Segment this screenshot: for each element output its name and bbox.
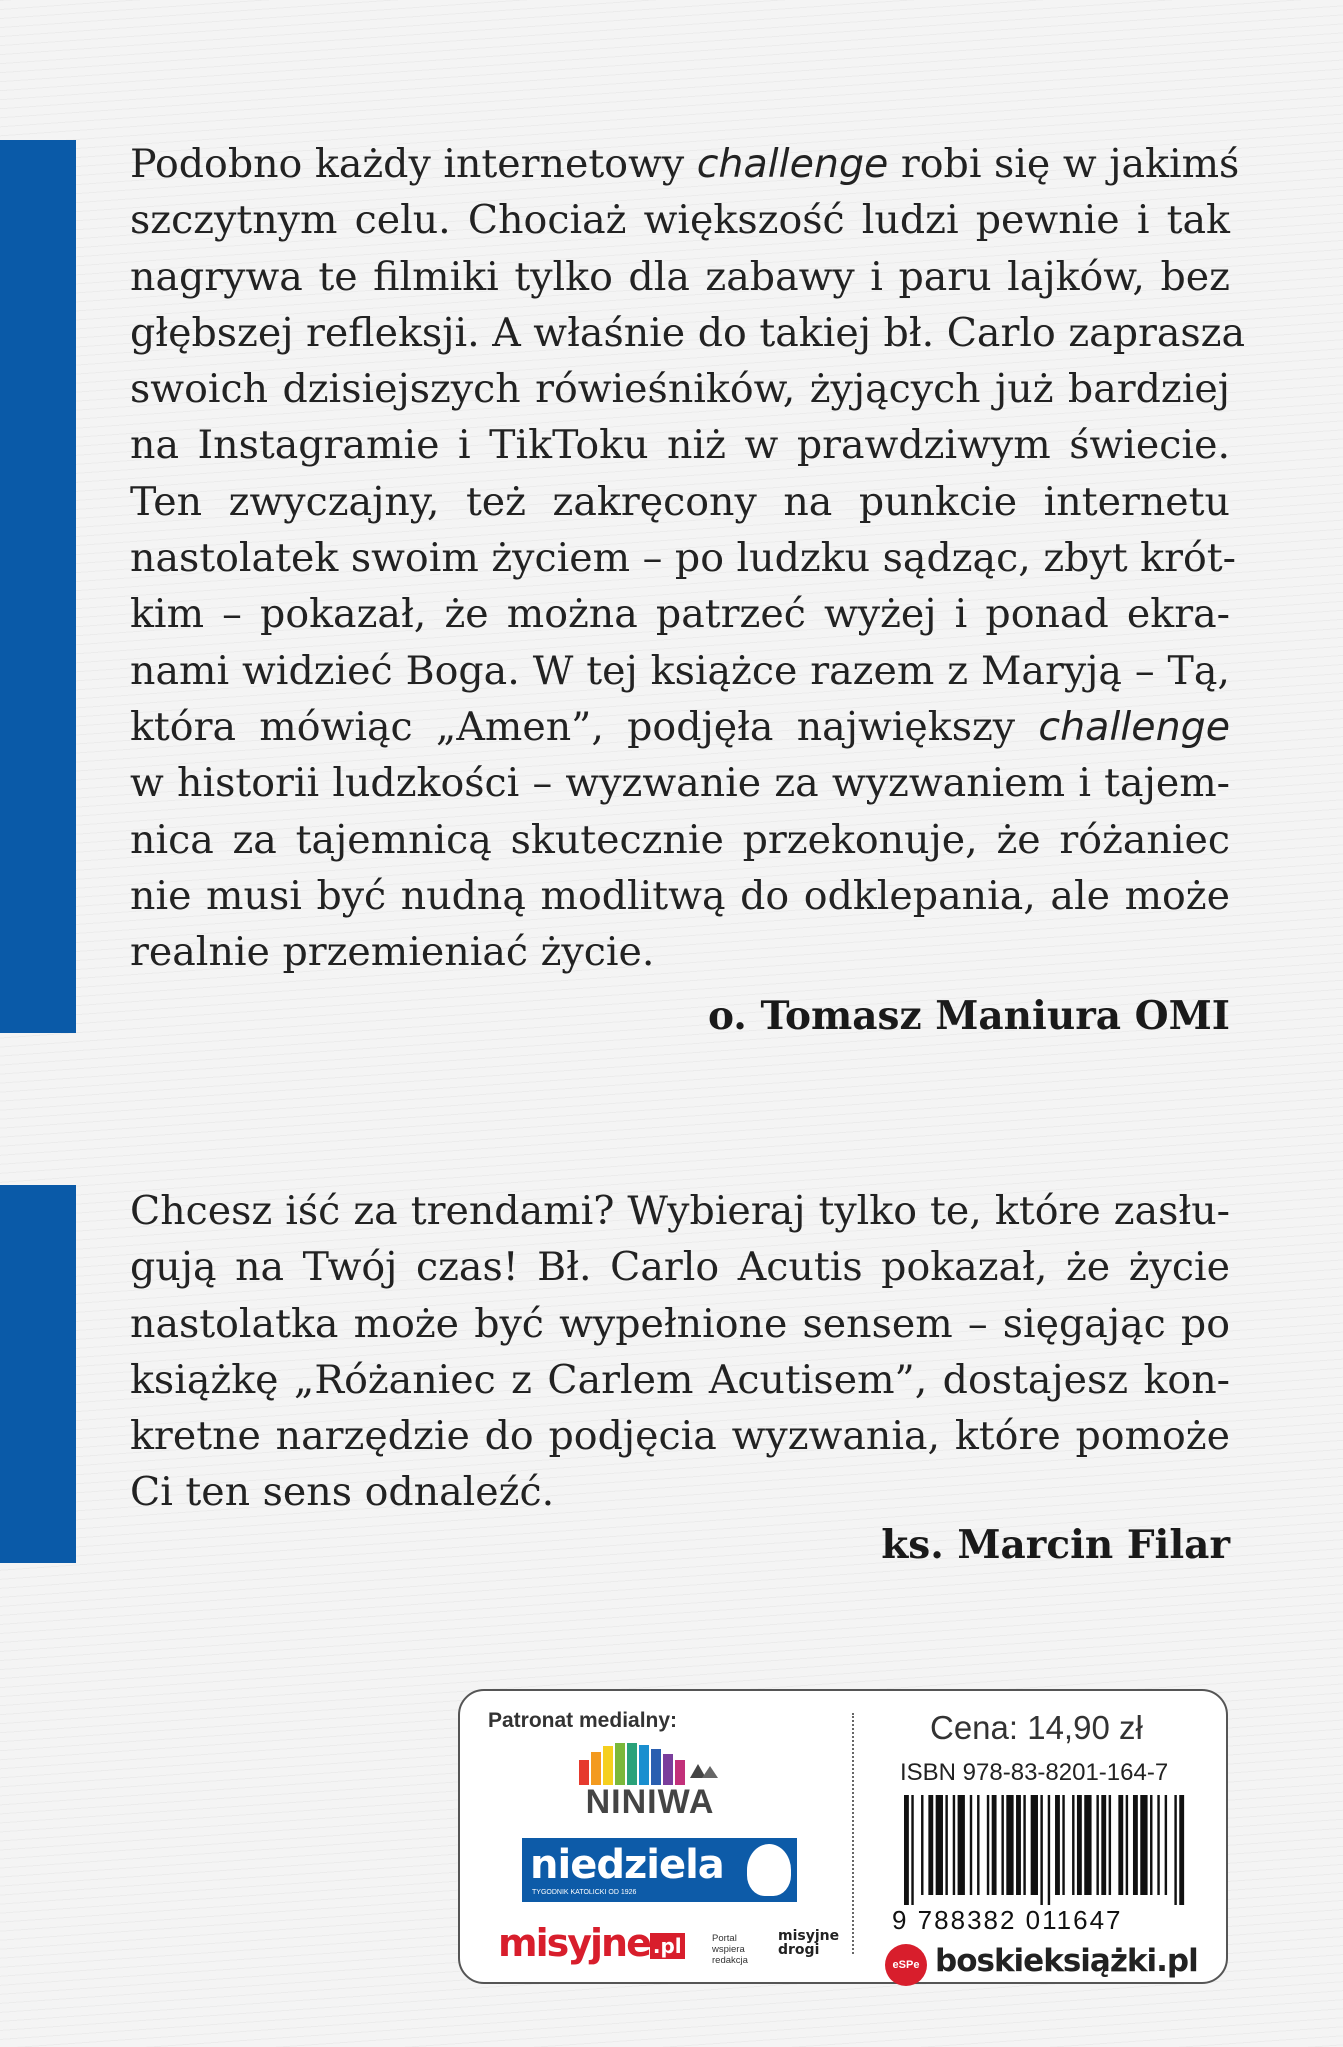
text-segment: nie musi być nudną modlitwą do odklepania, ale może (130, 872, 1230, 919)
text-line (130, 643, 1230, 699)
text-segment: która mówiąc „Amen”, podjęła największy (130, 703, 1039, 750)
barcode-bar (987, 1795, 989, 1895)
text-segment: Ten zwyczajny, też zakręcony na punkcie internetu (130, 478, 1230, 525)
text-segment: kretne narzędzie do podjęcia wyzwania, które pomoże (130, 1413, 1230, 1460)
text-segment: kim – pokazał, że można patrzeć wyżej i ponad ekra- (130, 591, 1230, 638)
text-line (130, 474, 1230, 530)
text-segment: w historii ludzkości – wyzwanie za wyzwaniem i tajem- (130, 760, 1230, 807)
barcode-bar (1031, 1795, 1038, 1895)
barcode-bar (921, 1795, 923, 1895)
barcode-bar (1072, 1795, 1074, 1895)
quote-text-1 (130, 136, 1246, 980)
barcode-bar (1101, 1795, 1106, 1895)
barcode-bar (1126, 1795, 1128, 1895)
barcode-bar (1133, 1795, 1138, 1895)
text-line (130, 1239, 1230, 1295)
text-line (130, 417, 1230, 473)
text-segment: nastolatka może być wypełnione sensem – sięgając po (130, 1300, 1230, 1347)
text-line (130, 924, 1230, 980)
barcode-bar (1179, 1795, 1184, 1905)
niniwa-label: NINIWA (585, 1783, 715, 1821)
misyjne-drogi-logo: misyjne drogi (778, 1928, 840, 1958)
text-segment: gują na Twój czas! Bł. Carlo Acutis pokazał, że życie (130, 1244, 1230, 1291)
barcode-bar (977, 1795, 979, 1895)
patronat-label: Patronat medialny: (488, 1709, 678, 1732)
barcode-bar (1150, 1795, 1152, 1895)
text-segment: Chcesz iść za trendami? Wybieraj tylko te, które zasłu- (130, 1188, 1230, 1234)
text-segment: głębszej refleksji. A właśnie do takiej bł. Carlo zaprasza (130, 309, 1246, 356)
text-line (130, 868, 1230, 924)
barcode-bar (945, 1795, 947, 1895)
barcode-bar (1140, 1795, 1147, 1895)
barcode-bar (1001, 1795, 1003, 1895)
accent-bar-top (0, 140, 76, 1033)
niniwa-logo (565, 1740, 735, 1820)
text-line (130, 305, 1246, 361)
text-line (130, 1352, 1230, 1408)
italic-term: challenge (1038, 703, 1230, 750)
text-line (130, 699, 1230, 755)
text-line (130, 755, 1230, 811)
text-line (130, 136, 1240, 192)
text-line (130, 361, 1230, 417)
barcode-bar (1048, 1795, 1050, 1905)
barcode-bar (1174, 1795, 1176, 1905)
publisher-logo: boskieksiążki.pl (935, 1943, 1198, 1979)
barcode-bar (992, 1795, 997, 1895)
text-line (130, 249, 1230, 305)
barcode-bar (1040, 1795, 1042, 1905)
text-segment: nagrywa te filmiki tylko dla zabawy i paru lajków, bez (130, 253, 1230, 300)
text-line (130, 1183, 1230, 1239)
barcode-bar (1165, 1795, 1167, 1895)
barcode-icon (904, 1795, 1189, 1905)
info-box (458, 1689, 1228, 1984)
text-line (130, 1408, 1230, 1464)
barcode-bar (928, 1795, 933, 1895)
niniwa-arches-icon (565, 1740, 735, 1785)
box-divider (852, 1713, 854, 1954)
text-line (130, 530, 1236, 586)
barcode-bar (1023, 1795, 1025, 1895)
barcode-bar (911, 1795, 913, 1905)
text-segment: nica za tajemnicą skutecznie przekonuje, że różaniec (130, 816, 1230, 863)
barcode-bar (958, 1795, 965, 1895)
text-segment: swoich dzisiejszych rówieśników, żyjących już bardziej (130, 366, 1230, 413)
barcode-bar (904, 1795, 909, 1905)
barcode-bar (1096, 1795, 1098, 1895)
text-line (130, 1464, 1230, 1520)
misyjne-logo (498, 1921, 685, 1965)
barcode-bar (1016, 1795, 1021, 1895)
text-segment: robi się w jakimś (888, 141, 1240, 187)
price-label: Cena: 14,90 zł (930, 1709, 1143, 1746)
quote-text-2 (130, 1183, 1230, 1521)
barcode-bar (1055, 1795, 1060, 1895)
italic-term: challenge (696, 141, 889, 187)
barcode-bar (1157, 1795, 1159, 1895)
text-segment: książkę „Różaniec z Carlem Acutisem”, dostajesz kon- (130, 1356, 1230, 1403)
text-segment: Ci ten sens odnaleźć. (130, 1469, 555, 1516)
barcode-bar (1006, 1795, 1013, 1895)
niedziela-subtitle: TYGODNIK KATOLICKI OD 1926 (532, 1889, 637, 1896)
barcode-number: 9 788382 011647 (892, 1905, 1123, 1935)
isbn-label: ISBN 978-83-8201-164-7 (900, 1759, 1169, 1786)
text-segment: Podobno każdy internetowy (130, 141, 697, 187)
barcode-bar (936, 1795, 943, 1895)
barcode-bar (1077, 1795, 1082, 1895)
text-line (130, 586, 1230, 642)
niedziela-logo (522, 1838, 797, 1902)
barcode-bar (1118, 1795, 1123, 1895)
accent-bar-bottom (0, 1185, 76, 1563)
portal-note: Portal wspiera redakcja (712, 1933, 748, 1966)
barcode-bar (953, 1795, 955, 1895)
barcode-bar (970, 1795, 972, 1895)
barcode-bar (1084, 1795, 1091, 1895)
espe-logo: eSPe (885, 1944, 927, 1986)
text-segment: nastolatek swoim życiem – po ludzku sądząc, zbyt krót- (130, 535, 1236, 582)
text-segment: nami widzieć Boga. W tej książce razem z Maryją – Tą, (130, 647, 1230, 694)
barcode-bar (1109, 1795, 1111, 1895)
text-segment: szczytnym celu. Chociaż większość ludzi pewnie i tak (130, 197, 1230, 244)
misyjne-pl-label: .pl (650, 1933, 685, 1959)
text-segment: realnie przemieniać życie. (130, 929, 655, 976)
barcode-bar (1062, 1795, 1064, 1895)
misyjne-label: misyjne (498, 1921, 650, 1965)
madonna-icon (747, 1844, 791, 1896)
text-line (130, 1296, 1230, 1352)
quote-author-2: ks. Marcin Filar (881, 1522, 1230, 1568)
text-segment: na Instagramie i TikToku niż w prawdziwym świecie. (130, 422, 1230, 469)
niedziela-label: niedziela (530, 1842, 724, 1888)
quote-author-1: o. Tomasz Maniura OMI (707, 993, 1230, 1039)
text-line (130, 812, 1230, 868)
text-line (130, 192, 1230, 248)
